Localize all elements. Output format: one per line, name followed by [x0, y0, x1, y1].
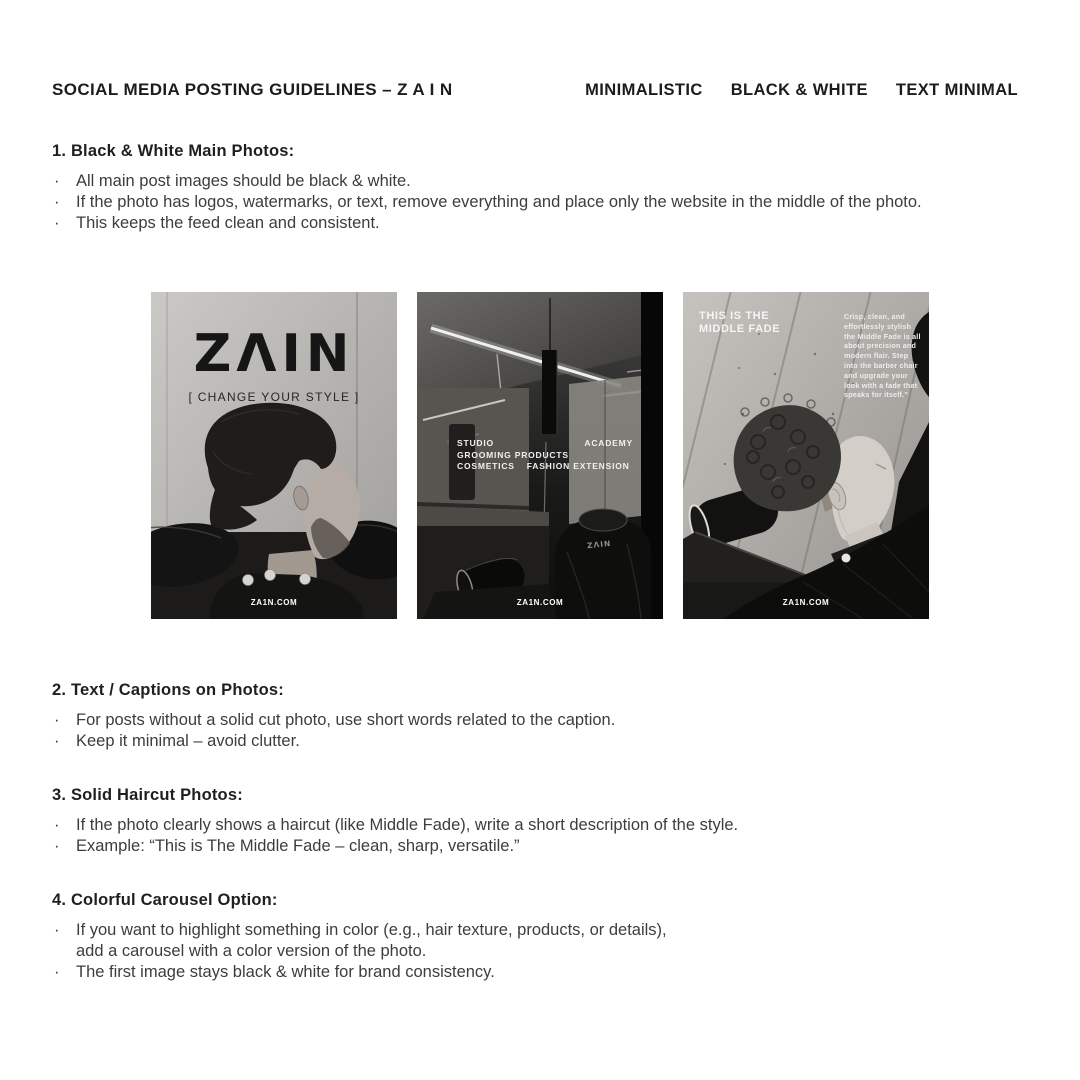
bullet-item [52, 192, 1028, 213]
bullet-text: All main post images should be black & white. [76, 172, 411, 190]
bullet-text: This keeps the feed clean and consistent. [76, 214, 380, 232]
bullet-list [52, 815, 1028, 857]
bullet-dot: · [54, 816, 60, 834]
section-heading: 3. Solid Haircut Photos: [52, 786, 243, 804]
service-cosmetics: COSMETICS [457, 461, 515, 471]
fade-heading-line1: THIS IS THE [699, 310, 770, 322]
section-heading: 4. Colorful Carousel Option: [52, 891, 278, 909]
bullet-text: If the photo clearly shows a haircut (like Middle Fade), write a short description of the style. [76, 816, 739, 834]
bullet-text: Example: “This is The Middle Fade – clean, sharp, versatile.” [76, 837, 520, 855]
example-photos-row [0, 292, 1080, 619]
bullet-list [52, 171, 1028, 234]
zain-tagline: [ CHANGE YOUR STYLE ] [188, 390, 360, 404]
section-bw-main-photos [52, 142, 1028, 234]
service-academy: ACADEMY [584, 438, 633, 448]
bullet-dot: · [54, 732, 60, 750]
website-caption: ZA1N.COM [782, 598, 830, 607]
photo-studio-interior [417, 292, 663, 619]
bullet-item [52, 710, 1028, 731]
fade-heading-line2: MIDDLE FADE [699, 322, 781, 335]
service-fashion-extension: FASHION EXTENSION [526, 461, 630, 471]
tag-minimalistic: MINIMALISTIC [585, 81, 703, 99]
service-grooming: GROOMING PRODUCTS [457, 449, 569, 460]
section-solid-haircut [52, 786, 1028, 857]
bullet-item [52, 920, 1028, 962]
bullet-dot: · [54, 172, 60, 190]
section-text-captions [52, 681, 1028, 752]
website-caption: ZA1N.COM [516, 598, 564, 607]
bullet-dot: · [54, 711, 60, 729]
section-colorful-carousel [52, 891, 1028, 983]
bullet-item [52, 836, 1028, 857]
bullet-item [52, 962, 1028, 983]
page-title: SOCIAL MEDIA POSTING GUIDELINES – Z A I N [52, 80, 453, 99]
fade-heading [699, 310, 780, 335]
tag-black-white: BLACK & WHITE [730, 81, 868, 99]
bullet-dot: · [54, 193, 60, 211]
bullet-item [52, 213, 1028, 234]
section-heading: 2. Text / Captions on Photos: [52, 681, 284, 699]
fade-description: Crisp, clean, and effortlessly stylish the Middle Fade is all about precision and modern flair. Step into the barber chair and upgrade your look with a fade that speaks for itself.” [844, 312, 921, 400]
style-tags [585, 81, 1018, 100]
bullet-text: The first image stays black & white for brand consistency. [76, 963, 495, 981]
bullet-dot: · [54, 921, 60, 939]
bullet-text: Keep it minimal – avoid clutter. [76, 732, 300, 750]
page-header [52, 80, 1018, 100]
bullet-text: add a carousel with a color version of the photo. [76, 942, 427, 960]
bullet-text: If the photo has logos, watermarks, or text, remove everything and place only the website in the middle of the photo. [76, 193, 922, 211]
bullet-text: If you want to highlight something in color (e.g., hair texture, products, or details), [76, 921, 667, 939]
photo-middle-fade [683, 292, 929, 619]
tag-text-minimal: TEXT MINIMAL [895, 81, 1018, 99]
service-studio: STUDIO [457, 438, 494, 448]
bullet-list [52, 710, 1028, 752]
bullet-item [52, 731, 1028, 752]
bullet-list [52, 920, 1028, 983]
bullet-dot: · [54, 837, 60, 855]
zain-logo: ZΛIN [193, 324, 355, 384]
cape-logo: ZΛIN [586, 538, 612, 551]
bullet-item [52, 171, 1028, 192]
bullet-dot: · [54, 963, 60, 981]
bullet-text: For posts without a solid cut photo, use short words related to the caption. [76, 711, 616, 729]
section-heading: 1. Black & White Main Photos: [52, 142, 295, 160]
services-text [457, 438, 633, 473]
bullet-item [52, 815, 1028, 836]
photo-zain-logo-wall [151, 292, 397, 619]
website-caption: ZA1N.COM [250, 598, 298, 607]
bullet-dot: · [54, 214, 60, 232]
